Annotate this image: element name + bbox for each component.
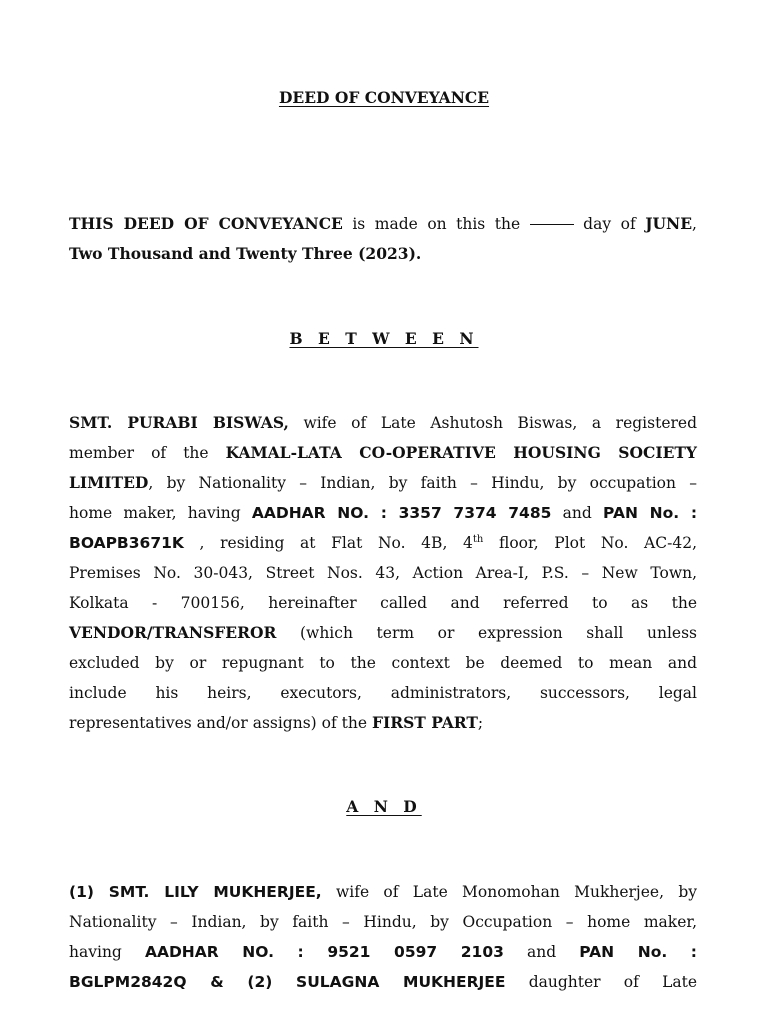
society-name: KAMAL-LATA CO-OPERATIVE HOUSING SOCIETY (225, 443, 697, 462)
intro-year: Two Thousand and Twenty Three (2023). (69, 244, 422, 263)
intro-line-1: THIS DEED OF CONVEYANCE is made on this the day of JUNE, (69, 214, 697, 233)
first-party-role: VENDOR/TRANSFEROR (69, 623, 277, 642)
intro-line-2 (69, 239, 697, 269)
first-part-label: FIRST PART (371, 713, 478, 732)
second-party-paragraph: (1) SMT. LILY MUKHERJEE, wife of Late Monomohan Mukherjee, by Nationality – Indian, by faith – Hindu, by Occupation – home maker, having AADHAR NO. : 9521 0597 2103 and PAN No. : BGLPM2842Q & (2) SULAGNA MUKHERJEE daughter of Late (69, 883, 698, 991)
intro-month: JUNE (645, 214, 693, 233)
and-heading: A N D (346, 797, 422, 816)
first-party-paragraph: SMT. PURABI BISWAS, wife of Late Ashutosh Biswas, a registered member of the KAMAL-LATA CO-OPERATIVE HOUSING SOCIETY LIMITED, by Nationality – Indian, by faith – Hindu, by occupation – home maker, having AADHAR NO. : 3357 7374 7485 and PAN No. : BOAPB3671K , residing at Flat No. 4B, 4th floor, Plot No. AC-42, Premises No. 30-043, Street Nos. 43, Action Area-I, P.S. – New Town, Kolkata - 700156, hereinafter called and referred to as the VENDOR/TRANSFEROR (which term or expression shall unless excluded by or repugnant to the context be deemed to mean and include his heirs, executors, administrators, successors, legal representatives and/or assigns) of the FIRST PART; (69, 413, 698, 732)
first-party-pan-label: PAN No. : (603, 504, 698, 522)
first-party-name: SMT. PURABI BISWAS, (69, 413, 289, 432)
first-party-pan-value: BOAPB3671K (69, 534, 184, 552)
second-party-pan-and-name: BGLPM2842Q & (2) SULAGNA MUKHERJEE (69, 973, 506, 991)
intro-lead: THIS DEED OF CONVEYANCE (69, 214, 343, 233)
second-party-pan-label: PAN No. : (579, 943, 698, 961)
second-party-aadhar: AADHAR NO. : 9521 0597 2103 (144, 943, 504, 961)
date-blank (530, 223, 574, 225)
between-heading: B E T W E E N (289, 329, 479, 348)
intro-paragraph (69, 209, 697, 269)
document-title: DEED OF CONVEYANCE (278, 88, 490, 107)
second-party-lead: (1) SMT. LILY MUKHERJEE, (69, 883, 322, 901)
first-party-aadhar: AADHAR NO. : 3357 7374 7485 (251, 504, 552, 522)
